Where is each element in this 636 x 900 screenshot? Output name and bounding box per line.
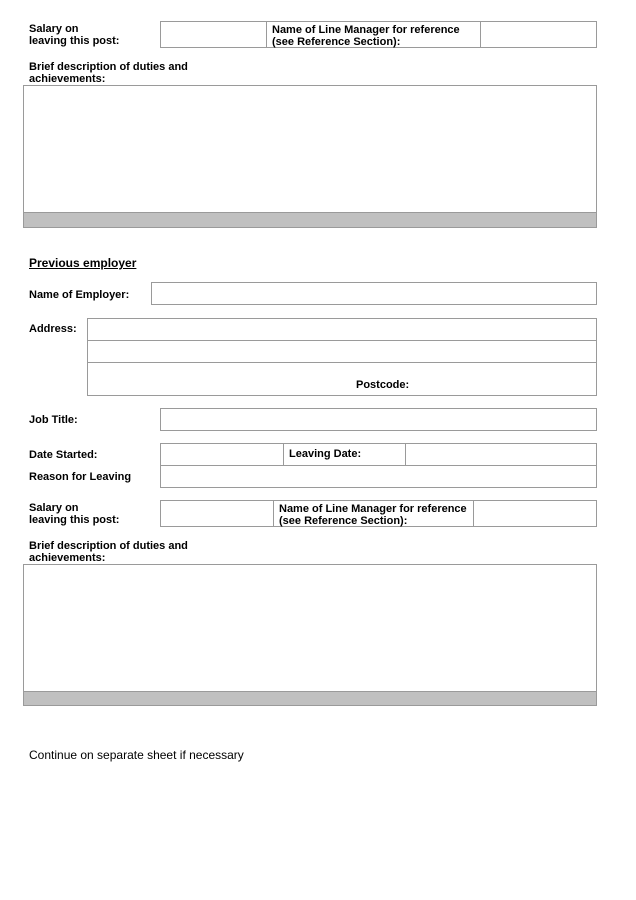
employer-field[interactable] xyxy=(151,282,597,305)
salary-field-2[interactable] xyxy=(160,500,274,527)
salary-label-2 xyxy=(29,502,119,526)
salary-label xyxy=(29,23,119,47)
address-line1-field[interactable] xyxy=(87,318,597,341)
leaving-date-label-cell xyxy=(283,443,406,466)
salary-field[interactable] xyxy=(160,21,267,48)
line-manager-field[interactable] xyxy=(480,21,597,48)
duties-label xyxy=(29,61,188,85)
reason-label: Reason for Leaving xyxy=(29,471,132,483)
salary-label-line2: leaving this post: xyxy=(29,35,120,47)
section-heading: Previous employer xyxy=(29,256,137,270)
duties-label-2-line2: achievements: xyxy=(29,552,106,564)
address-line2-field[interactable] xyxy=(87,340,597,363)
line-manager-label-cell xyxy=(266,21,481,48)
duties-textarea-2[interactable] xyxy=(23,564,597,692)
leaving-date-field[interactable] xyxy=(405,443,597,466)
duties-textarea[interactable] xyxy=(23,85,597,213)
line-manager-label-cell-2 xyxy=(273,500,474,527)
reason-field[interactable] xyxy=(160,465,597,488)
duties-label-2-line1: Brief description of duties and xyxy=(29,540,188,552)
job-title-field[interactable] xyxy=(160,408,597,431)
duties-label-line1: Brief description of duties and xyxy=(29,61,188,73)
duties-label-line2: achievements: xyxy=(29,73,106,85)
job-title-label: Job Title: xyxy=(29,414,78,426)
duties-footer-bar-2 xyxy=(23,691,597,706)
duties-footer-bar xyxy=(23,212,597,228)
line-manager-label-line2: (see Reference Section): xyxy=(272,36,401,48)
line-manager-field-2[interactable] xyxy=(473,500,597,527)
salary-label-2-line2: leaving this post: xyxy=(29,514,120,526)
salary-label-2-line1: Salary on xyxy=(29,502,79,514)
line-manager-label-2-line1: Name of Line Manager for reference xyxy=(279,503,467,515)
date-started-label: Date Started: xyxy=(29,449,98,461)
salary-label-line1: Salary on xyxy=(29,23,79,35)
leaving-date-label: Leaving Date: xyxy=(289,448,362,460)
date-started-field[interactable] xyxy=(160,443,284,466)
line-manager-label-line1: Name of Line Manager for reference xyxy=(272,24,460,36)
duties-label-2 xyxy=(29,540,188,564)
address-line3-field[interactable] xyxy=(87,362,597,396)
employer-label: Name of Employer: xyxy=(29,289,130,301)
line-manager-label-2-line2: (see Reference Section): xyxy=(279,515,408,527)
continue-note: Continue on separate sheet if necessary xyxy=(29,748,244,762)
postcode-label: Postcode: xyxy=(356,379,410,391)
address-label: Address: xyxy=(29,323,77,335)
